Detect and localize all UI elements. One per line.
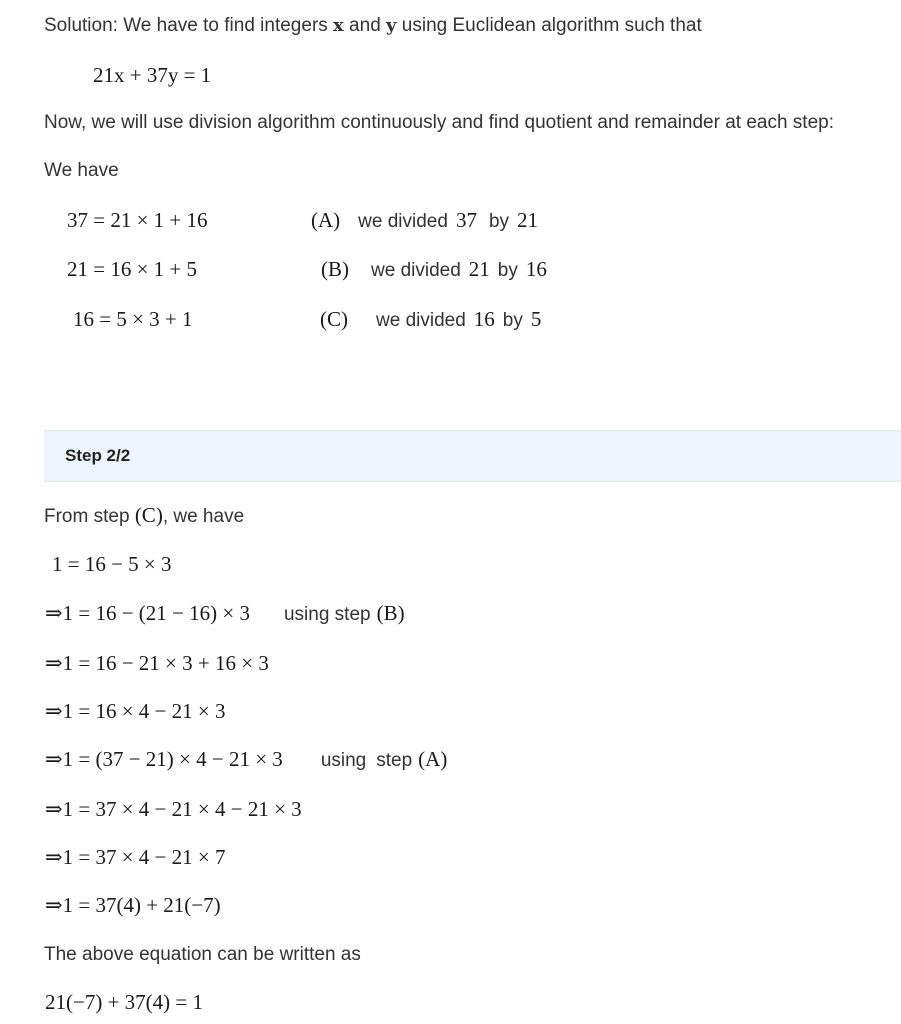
derivation-line-3 (45, 698, 225, 724)
division-intro: Now, we will use division algorithm continuously and find quotient and remainder at each step: (44, 112, 835, 133)
label-a: (A) (311, 208, 341, 232)
from-suffix: , we have (162, 506, 245, 527)
note-num-a-1: 37 (455, 208, 477, 232)
line-1-ref: (B) (376, 601, 405, 625)
implies-arrow: ⇒ (45, 747, 63, 771)
equation-c: 16 = 5 × 3 + 1 (73, 307, 193, 331)
line-4-expr: 1 = (37 − 21) × 4 − 21 × 3 (62, 747, 283, 771)
note-num-c-1: 16 (473, 307, 495, 331)
variable-y: y (386, 15, 397, 36)
main-equation: 21x + 37y = 1 (93, 63, 212, 87)
step-2-header[interactable] (44, 430, 901, 482)
note-by-c: by (502, 310, 523, 331)
from-prefix: From step (44, 506, 135, 527)
line-4-note-2: step (376, 750, 413, 771)
from-step-c (44, 503, 244, 529)
we-have-label: We have (44, 160, 119, 181)
derivation-line-6 (45, 844, 225, 870)
implies-arrow: ⇒ (45, 797, 63, 821)
implies-arrow: ⇒ (45, 601, 63, 625)
line-5-expr: 1 = 37 × 4 − 21 × 4 − 21 × 3 (62, 797, 302, 821)
note-text-c: we divided (376, 310, 466, 331)
derivation-line-1 (45, 600, 405, 628)
note-text-a: we divided (358, 211, 448, 232)
line-2-expr: 1 = 16 − 21 × 3 + 16 × 3 (62, 651, 269, 675)
line-6-expr: 1 = 37 × 4 − 21 × 7 (62, 845, 226, 869)
step-2-label: Step 2/2 (65, 446, 131, 465)
division-note-b (321, 256, 547, 284)
note-num-b-2: 16 (525, 257, 547, 281)
intro-suffix: using Euclidean algorithm such that (396, 15, 702, 36)
division-note-a (311, 207, 538, 235)
conclusion-text: The above equation can be written as (44, 944, 361, 965)
equation-b: 21 = 16 × 1 + 5 (67, 257, 198, 281)
line-1-expr: 1 = 16 − (21 − 16) × 3 (62, 601, 250, 625)
note-by-a: by (488, 211, 510, 232)
line-3-expr: 1 = 16 × 4 − 21 × 3 (62, 699, 226, 723)
derivation-line-4 (45, 746, 447, 774)
derivation-line-7 (45, 892, 221, 918)
line-4-note-1: using (320, 750, 367, 771)
note-by-b: by (497, 260, 518, 281)
solution-intro (44, 14, 702, 38)
division-note-c (320, 306, 541, 334)
note-text-b: we divided (371, 260, 461, 281)
derivation-line-2 (45, 650, 269, 676)
label-c: (C) (320, 307, 348, 331)
intro-prefix: Solution: We have to find integers (44, 15, 334, 36)
note-num-b-1: 21 (468, 257, 490, 281)
implies-arrow: ⇒ (45, 893, 63, 917)
label-b: (B) (321, 257, 349, 281)
note-num-a-2: 21 (517, 208, 539, 232)
derivation-line-0: 1 = 16 − 5 × 3 (52, 552, 172, 576)
from-ref: (C) (134, 503, 163, 527)
line-7-expr: 1 = 37(4) + 21(−7) (62, 893, 221, 917)
note-num-c-2: 5 (530, 307, 542, 331)
equation-a: 37 = 21 × 1 + 16 (67, 208, 208, 232)
variable-x: x (333, 15, 344, 36)
implies-arrow: ⇒ (45, 699, 63, 723)
line-1-note: using step (283, 604, 371, 625)
derivation-line-5 (45, 796, 302, 822)
implies-arrow: ⇒ (45, 651, 63, 675)
implies-arrow: ⇒ (45, 845, 63, 869)
final-equation: 21(−7) + 37(4) = 1 (45, 990, 204, 1014)
intro-and: and (343, 15, 387, 36)
line-4-ref: (A) (418, 747, 448, 771)
